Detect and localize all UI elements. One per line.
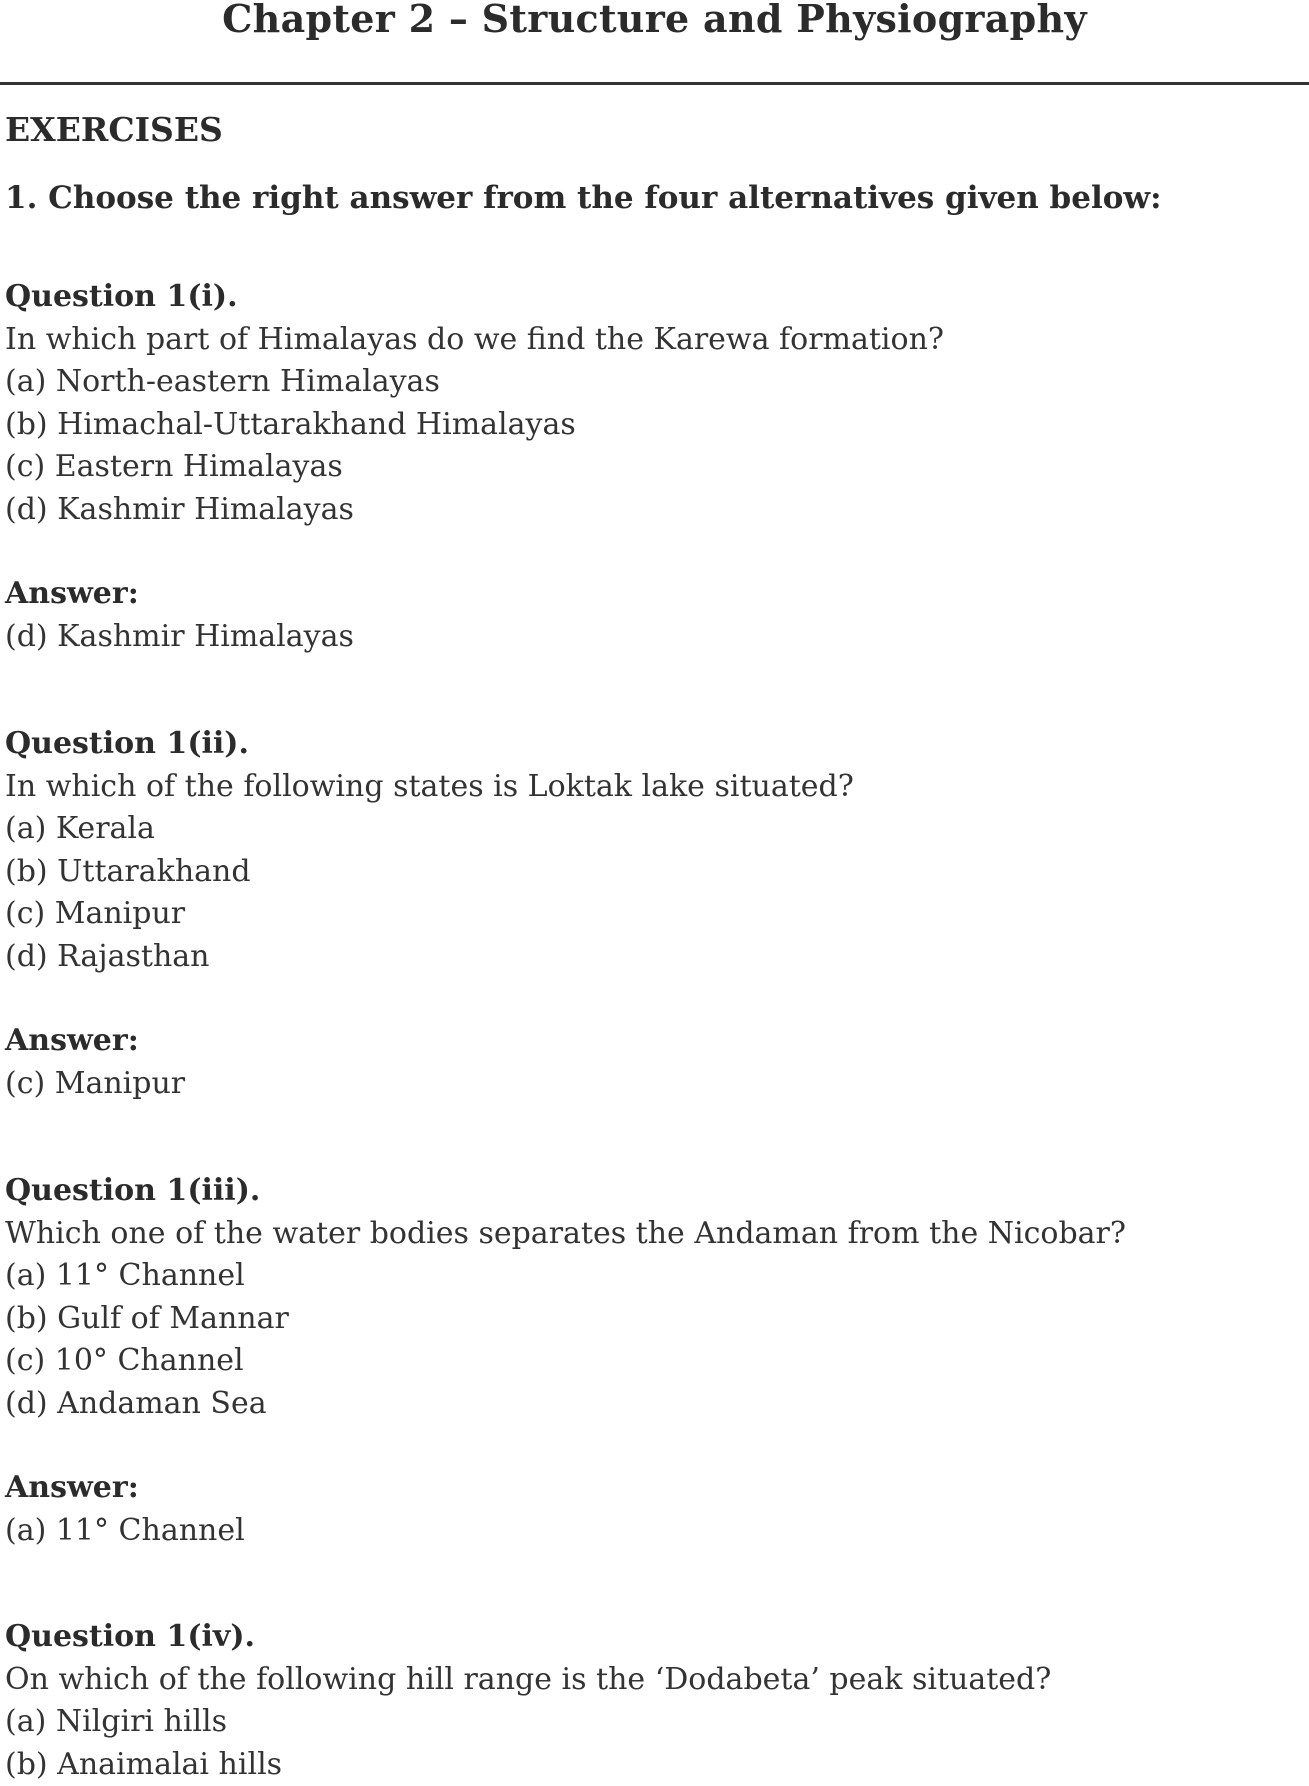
question-block xyxy=(5,723,1295,1105)
question-heading: Question 1(ii). xyxy=(5,726,249,761)
question-heading: Question 1(iv). xyxy=(5,1619,255,1654)
option-a: (a) 11° Channel xyxy=(5,1258,245,1293)
page-title: Chapter 2 – Structure and Physiography xyxy=(222,0,1087,41)
option-b: (b) Anaimalai hills xyxy=(5,1746,283,1782)
option-c: (c) Manipur xyxy=(5,896,186,931)
option-d: (d) Andaman Sea xyxy=(5,1385,267,1421)
question-text: In which part of Himalayas do we find the Karewa formation? xyxy=(5,321,944,357)
option-a: (a) Nilgiri hills xyxy=(5,1704,228,1739)
question-text: Which one of the water bodies separates the Andaman from the Nicobar? xyxy=(5,1215,1126,1251)
option-a: (a) North-eastern Himalayas xyxy=(5,364,440,399)
option-c: (c) Eastern Himalayas xyxy=(5,449,343,484)
question-block xyxy=(5,1616,1295,1786)
answer-heading: Answer: xyxy=(5,1470,139,1505)
answer-text: (a) 11° Channel xyxy=(5,1512,245,1548)
answer-heading: Answer: xyxy=(5,576,139,611)
option-b: (b) Gulf of Mannar xyxy=(5,1300,289,1336)
instruction-text: 1. Choose the right answer from the four alternatives given below: xyxy=(5,180,1162,216)
option-d: (d) Rajasthan xyxy=(5,938,210,974)
question-block xyxy=(5,1170,1295,1552)
question-text: On which of the following hill range is the ‘Dodabeta’ peak situated? xyxy=(5,1661,1052,1697)
exercises-heading: EXERCISES xyxy=(5,110,223,149)
option-b: (b) Uttarakhand xyxy=(5,853,251,889)
option-c: (c) 10° Channel xyxy=(5,1343,244,1378)
option-a: (a) Kerala xyxy=(5,811,155,846)
question-block xyxy=(5,276,1295,658)
option-d: (d) Kashmir Himalayas xyxy=(5,491,354,527)
question-heading: Question 1(i). xyxy=(5,279,238,314)
answer-text: (c) Manipur xyxy=(5,1065,186,1101)
answer-heading: Answer: xyxy=(5,1023,139,1058)
title-divider xyxy=(0,82,1309,85)
answer-text: (d) Kashmir Himalayas xyxy=(5,618,354,654)
question-heading: Question 1(iii). xyxy=(5,1173,261,1208)
option-b: (b) Himachal-Uttarakhand Himalayas xyxy=(5,406,576,442)
question-text: In which of the following states is Loktak lake situated? xyxy=(5,768,854,804)
